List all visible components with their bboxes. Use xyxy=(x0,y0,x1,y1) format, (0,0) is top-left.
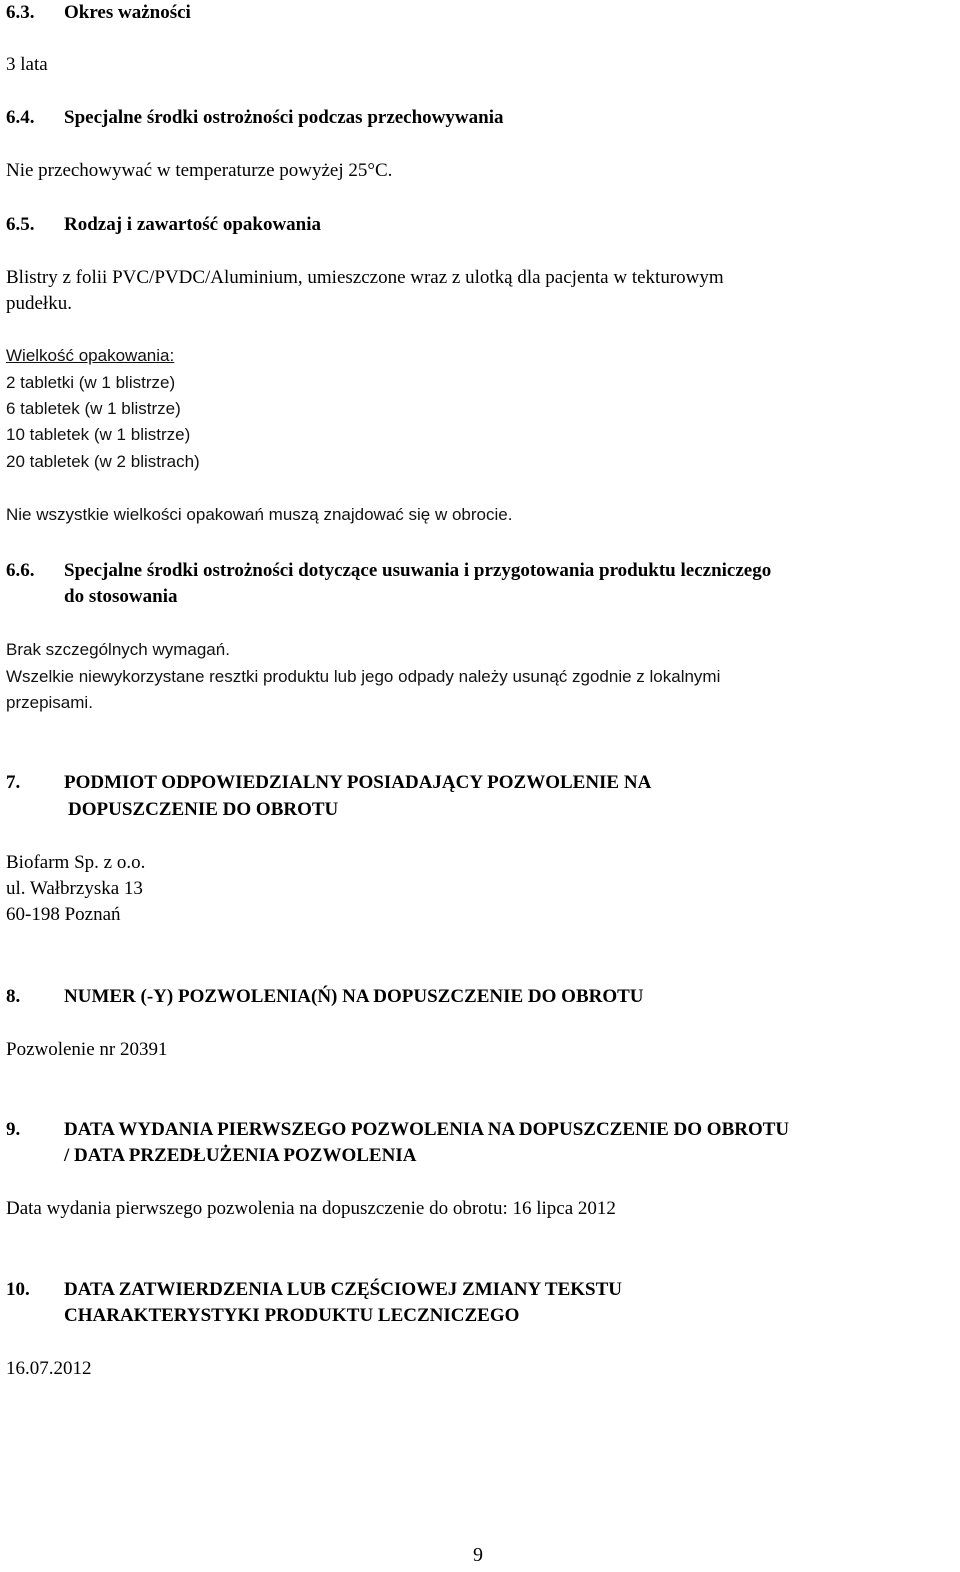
section-6-6-title-line-1: Specjalne środki ostrożności dotyczące usuwania i przygotowania produktu leczniczego xyxy=(64,560,772,581)
section-6-6-title-line-2: do stosowania xyxy=(64,586,178,607)
package-size-item: 10 tabletek (w 1 blistrze) xyxy=(6,425,191,444)
first-authorization-date: Data wydania pierwszego pozwolenia na dopuszczenie do obrotu: 16 lipca 2012 xyxy=(6,1198,616,1219)
section-6-3-number: 6.3. xyxy=(6,2,35,23)
section-6-5-number: 6.5. xyxy=(6,214,35,235)
revision-date: 16.07.2012 xyxy=(6,1358,92,1379)
holder-city: 60-198 Poznań xyxy=(6,904,121,925)
section-7-number: 7. xyxy=(6,772,21,793)
section-10-title-line-1: DATA ZATWIERDZENIA LUB CZĘŚCIOWEJ ZMIANY TEKSTU xyxy=(64,1279,622,1300)
section-10-title-line-2: CHARAKTERYSTYKI PRODUKTU LECZNICZEGO xyxy=(64,1305,520,1326)
page-number: 9 xyxy=(473,1544,483,1566)
disposal-line-1: Brak szczególnych wymagań. xyxy=(6,640,230,659)
package-size-item: 6 tabletek (w 1 blistrze) xyxy=(6,399,181,418)
section-7-title-line-2: DOPUSZCZENIE DO OBROTU xyxy=(68,799,339,820)
section-6-5-title: Rodzaj i zawartość opakowania xyxy=(64,214,322,235)
package-availability-note: Nie wszystkie wielkości opakowań muszą znajdować się w obrocie. xyxy=(6,505,513,524)
storage-value: Nie przechowywać w temperaturze powyżej 25°C. xyxy=(6,160,393,181)
holder-street: ul. Wałbrzyska 13 xyxy=(6,878,143,899)
section-6-4-number: 6.4. xyxy=(6,107,35,128)
package-size-label: Wielkość opakowania: xyxy=(6,346,175,365)
section-10-number: 10. xyxy=(6,1279,30,1300)
section-8-number: 8. xyxy=(6,986,21,1007)
disposal-line-3: przepisami. xyxy=(6,693,93,712)
section-8-title: NUMER (-Y) POZWOLENIA(Ń) NA DOPUSZCZENIE DO OBROTU xyxy=(64,986,644,1007)
section-9-title-line-1: DATA WYDANIA PIERWSZEGO POZWOLENIA NA DOPUSZCZENIE DO OBROTU xyxy=(64,1119,790,1140)
section-9-number: 9. xyxy=(6,1119,21,1140)
shelf-life-value: 3 lata xyxy=(6,54,48,75)
section-6-6-number: 6.6. xyxy=(6,560,35,581)
holder-name: Biofarm Sp. z o.o. xyxy=(6,852,146,873)
section-9-title-line-2: / DATA PRZEDŁUŻENIA POZWOLENIA xyxy=(64,1145,417,1166)
package-size-item: 20 tabletek (w 2 blistrach) xyxy=(6,452,200,471)
authorization-number: Pozwolenie nr 20391 xyxy=(6,1039,168,1060)
package-description-line-1: Blistry z folii PVC/PVDC/Aluminium, umieszczone wraz z ulotką dla pacjenta w tekturowym xyxy=(6,267,724,288)
section-6-3-title: Okres ważności xyxy=(64,2,191,23)
section-6-4-title: Specjalne środki ostrożności podczas przechowywania xyxy=(64,107,504,128)
package-description-line-2: pudełku. xyxy=(6,293,72,314)
section-7-title-line-1: PODMIOT ODPOWIEDZIALNY POSIADAJĄCY POZWOLENIE NA xyxy=(64,772,652,793)
package-size-item: 2 tabletki (w 1 blistrze) xyxy=(6,373,176,392)
disposal-line-2: Wszelkie niewykorzystane resztki produktu lub jego odpady należy usunąć zgodnie z lokalnymi xyxy=(6,667,721,686)
